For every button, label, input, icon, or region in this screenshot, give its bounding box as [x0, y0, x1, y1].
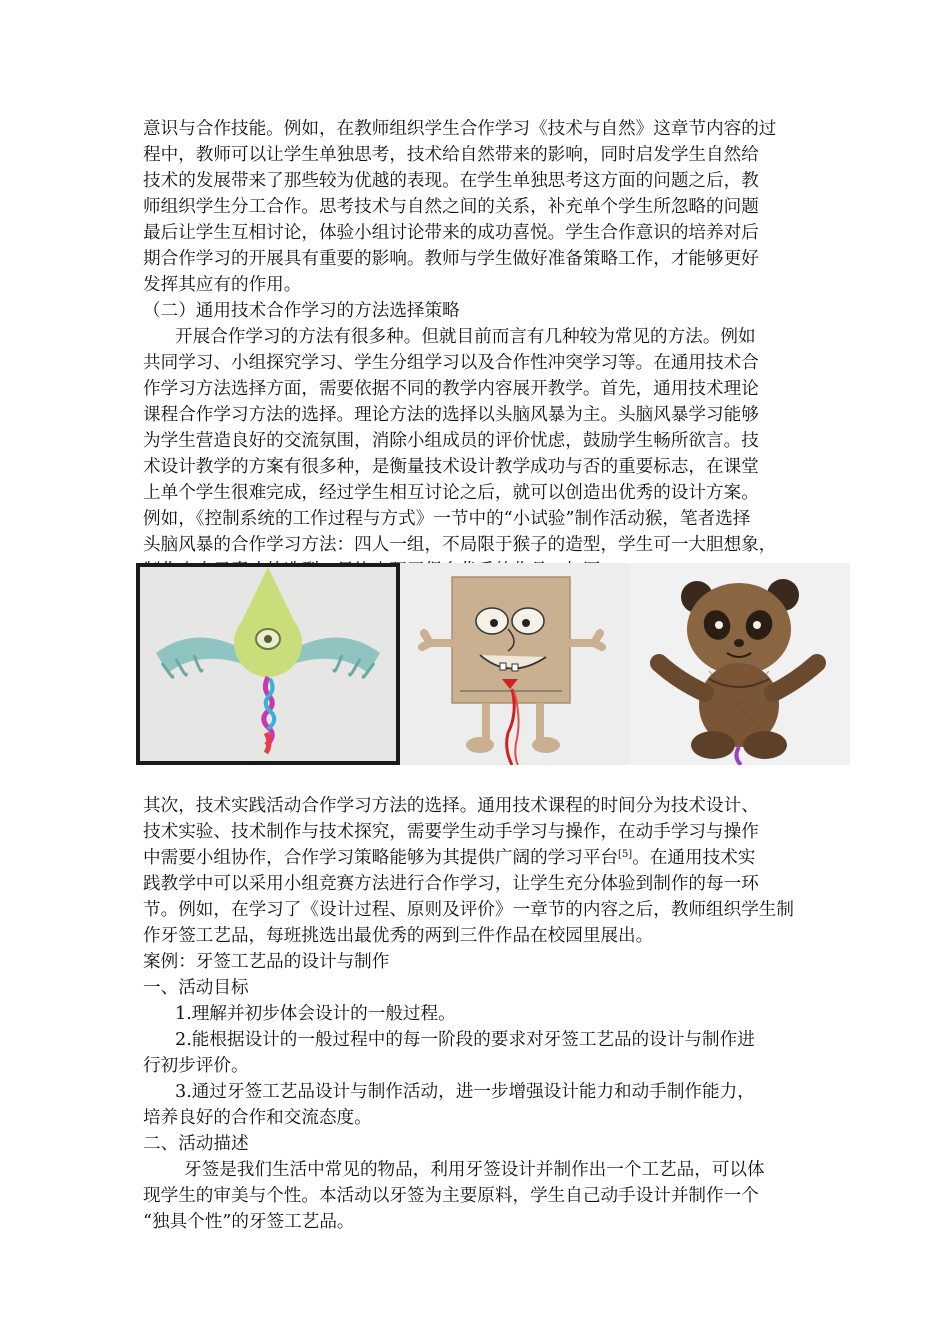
goals-heading: 一、活动目标 [143, 978, 249, 998]
photo-sponge-figure [400, 563, 629, 765]
paragraph2-line: 为学生营造良好的交流氛围，消除小组成员的评价忧虑，鼓励学生畅所欲言。技 [143, 431, 759, 451]
paragraph2-line: 术设计教学的方案有很多种，是衡量技术设计教学成功与否的重要标志，在课堂 [143, 457, 759, 477]
paragraph1-line: 最后让学生互相讨论，体验小组讨论带来的成功喜悦。学生合作意识的培养对后 [143, 223, 759, 243]
goal-item-continued: 培养良好的合作和交流态度。 [143, 1108, 372, 1128]
paragraph1-line: 师组织学生分工合作。思考技术与自然之间的关系，补充单个学生所忽略的问题 [143, 197, 759, 217]
paragraph1-line: 意识与合作技能。例如，在教师组织学生合作学习《技术与自然》这章节内容的过 [143, 119, 777, 139]
paragraph1-line: 技术的发展带来了那些较为优越的表现。在学生单独思考这方面的问题之后，教 [143, 171, 759, 191]
paragraph2-line: 作学习方法选择方面，需要依据不同的教学内容展开教学。首先，通用技术理论 [143, 379, 759, 399]
student-works-photos [136, 563, 850, 765]
paragraph2-line: 上单个学生很难完成，经过学生相互讨论之后，就可以创造出优秀的设计方案。 [143, 483, 759, 503]
paragraph1-line: 期合作学习的开展具有重要的影响。教师与学生做好准备策略工作，才能够更好 [143, 249, 759, 269]
paragraph3-line: 作牙签工艺品，每班挑选出最优秀的两到三件作品在校园里展出。 [143, 926, 654, 946]
photo-winged-creature [136, 563, 400, 765]
goal-item-continued: 行初步评价。 [143, 1056, 249, 1076]
paragraph3-line-tail: 。在通用技术实 [632, 848, 756, 868]
citation-marker: [5] [618, 849, 633, 860]
paragraph3-line: 技术实验、技术制作与技术探究，需要学生动手学习与操作，在动手学习与操作 [143, 822, 759, 842]
paragraph3-line: 践教学中可以采用小组竞赛方法进行合作学习，让学生充分体验到制作的每一环 [143, 874, 759, 894]
paragraph2-line: 课程合作学习方法的选择。理论方法的选择以头脑风暴为主。头脑风暴学习能够 [143, 405, 759, 425]
paragraph2-line: 开展合作学习的方法有很多种。但就目前而言有几种较为常见的方法。例如 [175, 327, 756, 347]
paragraph1-line: 程中，教师可以让学生单独思考，技术给自然带来的影响，同时启发学生自然给 [143, 145, 759, 165]
case-title: 案例：牙签工艺品的设计与制作 [143, 952, 390, 972]
section-heading: （二）通用技术合作学习的方法选择策略 [143, 301, 460, 321]
photo-panda-figure [629, 563, 850, 765]
paragraph3-line: 其次，技术实践活动合作学习方法的选择。通用技术课程的时间分为技术设计、 [143, 796, 759, 816]
paragraph2-line: 头脑风暴的合作学习方法：四人一组，不局限于猴子的造型，学生可一大胆想象， [143, 535, 777, 555]
description-line: “独具个性”的牙签工艺品。 [143, 1212, 355, 1232]
paragraph2-line: 例如，《控制系统的工作过程与方式》一节中的“小试验”制作活动猴，笔者选择 [143, 509, 751, 529]
paragraph2-line: 共同学习、小组探究学习、学生分组学习以及合作性冲突学习等。在通用技术合 [143, 353, 759, 373]
paragraph3-line: 节。例如，在学习了《设计过程、原则及评价》一章节的内容之后，教师组织学生制 [143, 900, 794, 920]
description-line: 牙签是我们生活中常见的物品，利用牙签设计并制作出一个工艺品，可以体 [184, 1160, 765, 1180]
description-line: 现学生的审美与个性。本活动以牙签为主要原料，学生自己动手设计并制作一个 [143, 1186, 759, 1206]
goal-item: 2.能根据设计的一般过程中的每一阶段的要求对牙签工艺品的设计与制作进 [175, 1030, 755, 1050]
goal-item: 1.理解并初步体会设计的一般过程。 [175, 1004, 456, 1024]
description-heading: 二、活动描述 [143, 1134, 249, 1154]
paragraph3-line-text: 中需要小组协作，合作学习策略能够为其提供广阔的学习平台 [143, 848, 619, 868]
paragraph1-line: 发挥其应有的作用。 [143, 275, 302, 295]
paragraph3-line [143, 845, 755, 871]
goal-item: 3.通过牙签工艺品设计与制作活动，进一步增强设计能力和动手制作能力， [175, 1082, 755, 1102]
